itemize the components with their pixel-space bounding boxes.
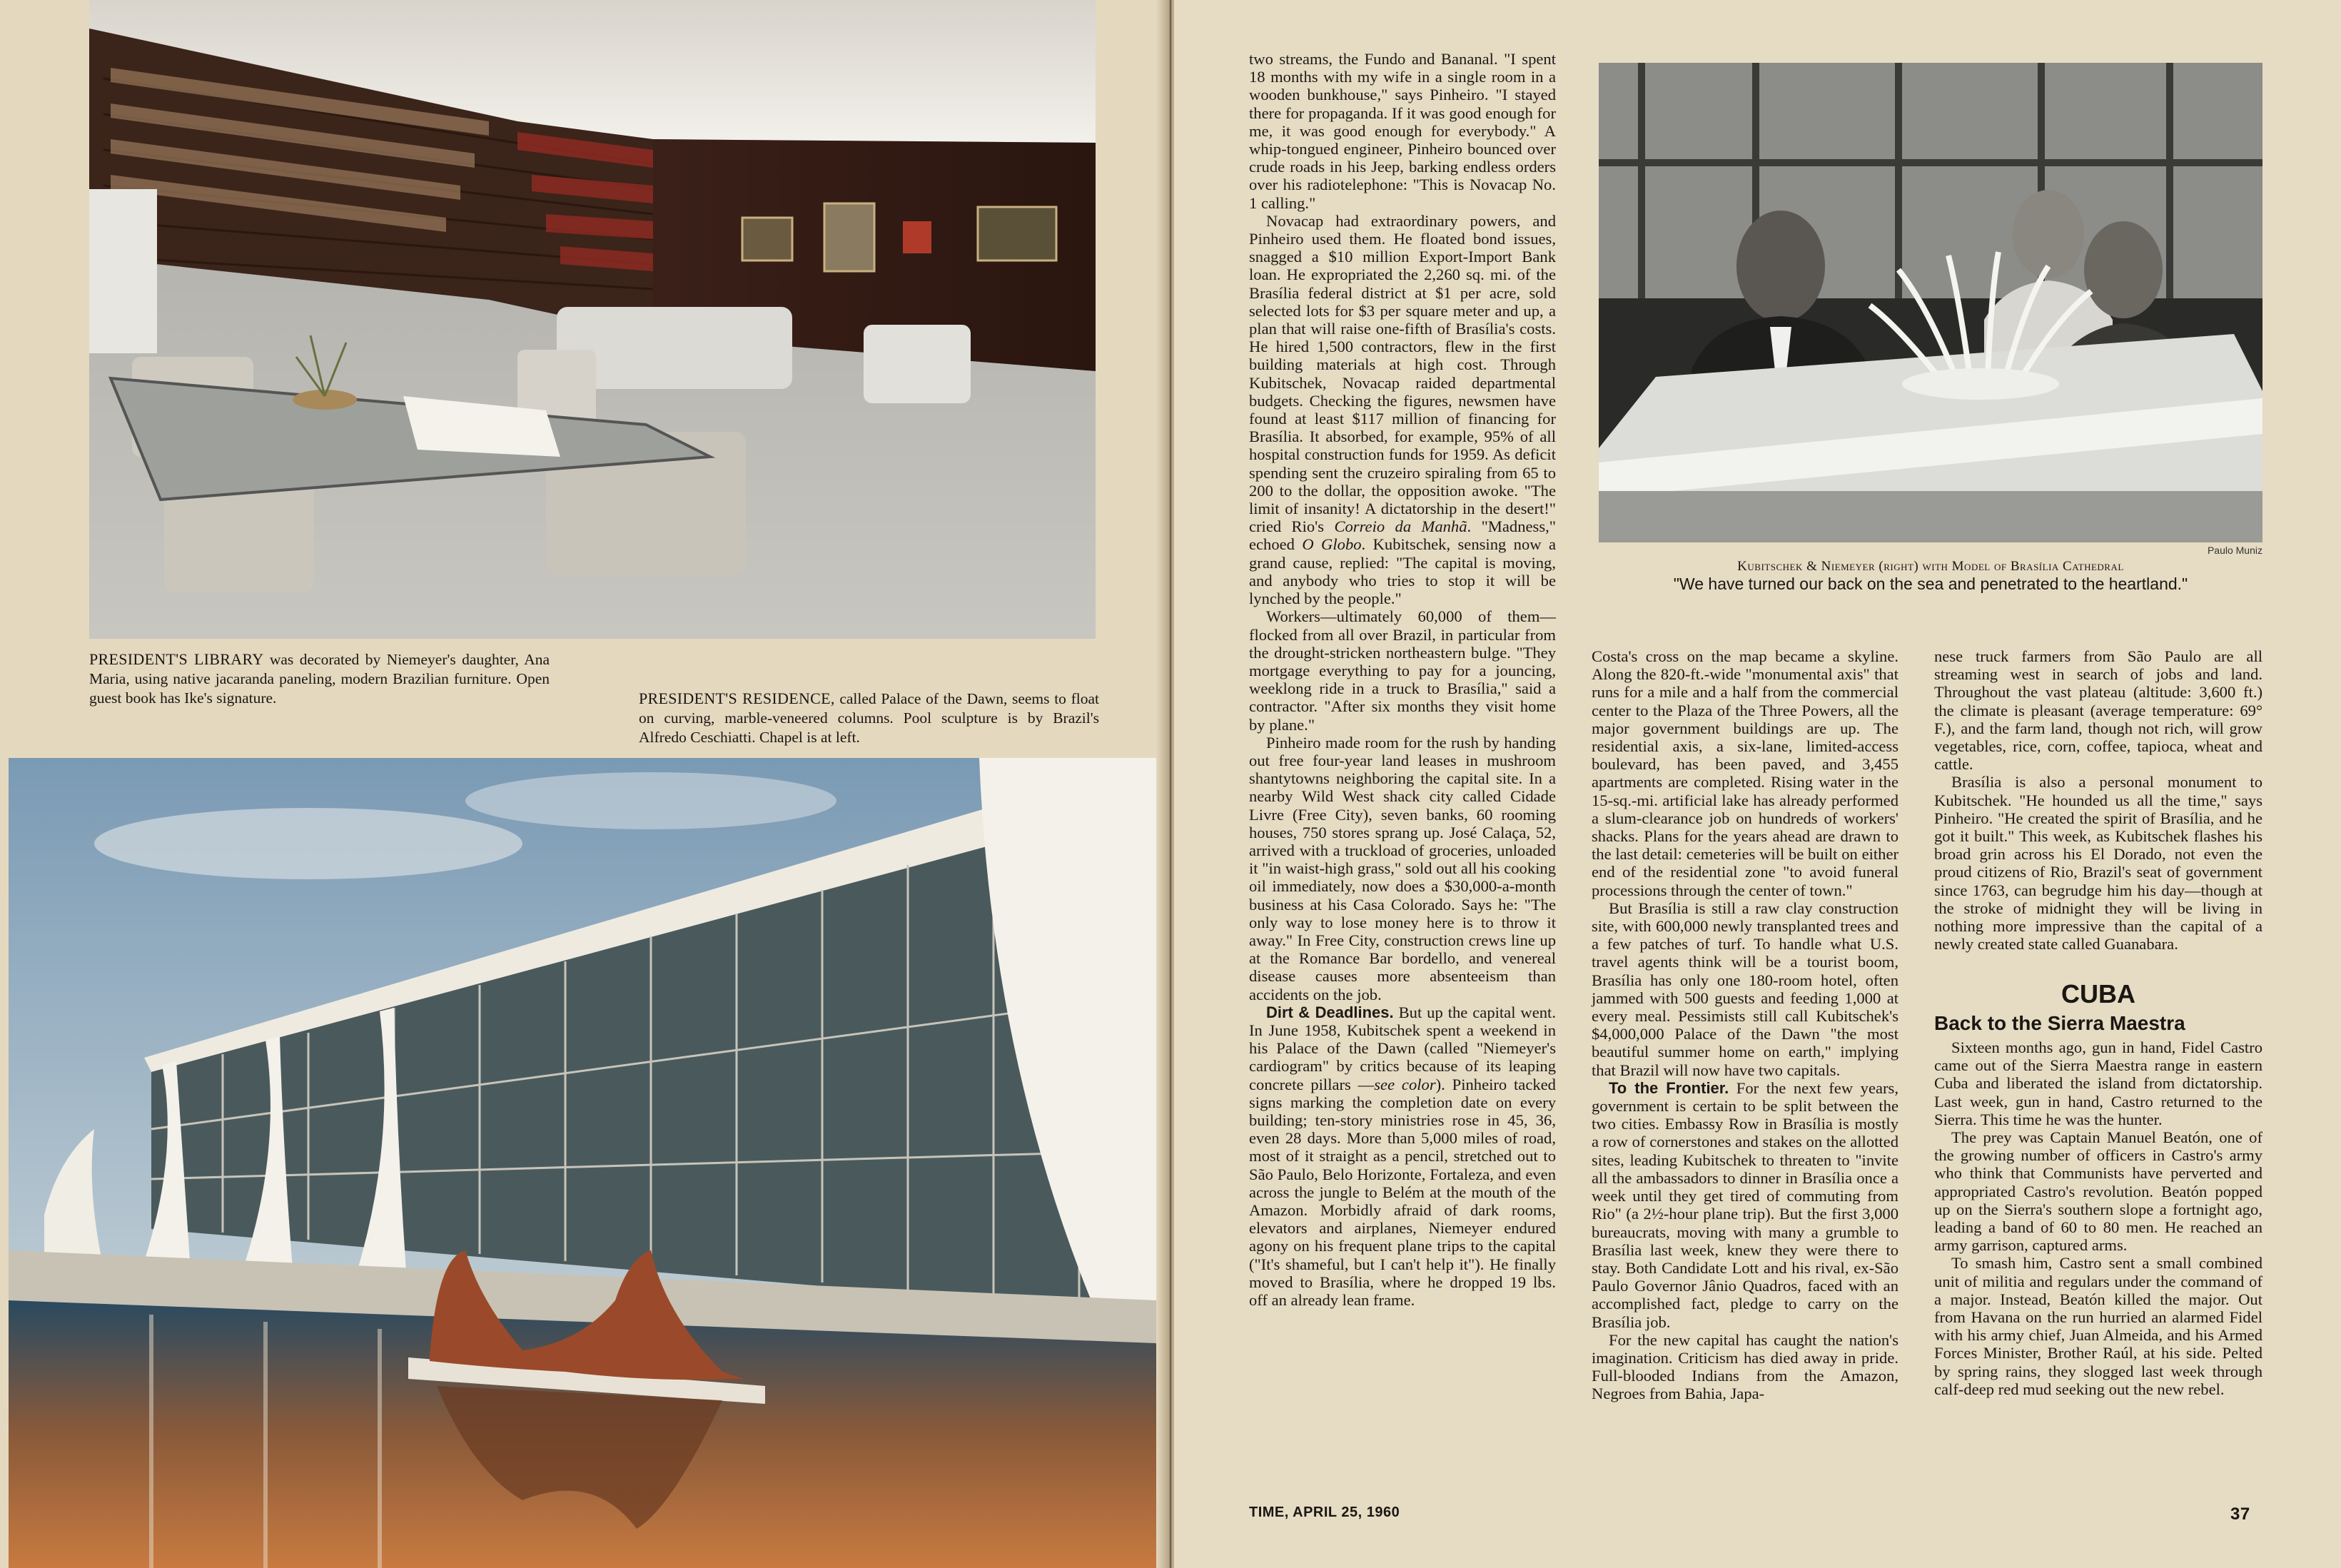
kubitschek-niemeyer-photo-image: [1599, 63, 2262, 542]
subhead-to-the-frontier: To the Frontier.: [1609, 1078, 1729, 1097]
cuba-paragraph-2: The prey was Captain Manuel Beatón, one of the growing number of officers in Castro's army who think that Communists have perverted and appropriated Castro's revolution. Beatón popped up on the Sierra's southern slope a fortnight ago, leading a band of 60 to 80 men. He reached an army garrison, captured arms.: [1934, 1128, 2262, 1255]
cuba-paragraph-3: To smash him, Castro sent a small combined unit of militia and regulars under the command of a major. Instead, Beatón killed the major. Out from Havana on the run hurried an alarmed Fidel with his army chief, Juan Almeida, and his Armed Forces Minister, Brother Raúl, at his side. Pelted by spring rains, they slogged last week through calf-deep red mud seeking out the new rebel.: [1934, 1254, 2262, 1398]
palace-photo-image: [9, 758, 1156, 1568]
article-column-1: [1249, 50, 1556, 1309]
residence-caption-text: called Palace of the Dawn, seems to float on curving, marble-veneered columns. Pool sculpture is by Brazil's Alfredo Ceschiatti. Chapel is at left.: [639, 690, 1099, 746]
col1-paragraph-4: Pinheiro made room for the rush by handing out free four-year land leases in mushroom shantytowns neighboring the capital site. In a nearby Wild West shack city called Cidade Livre (Free City), seven banks, 60 rooming houses, 750 stores sprang up. José Calaça, 52, arrived with a truckload of groceries, unloaded it "in waist-high grass," sold out all his cooking oil immediately, now does a $30,000-a-month business at his Casa Colorado. Says he: "The only way to lose money here is to throw it away." In Free City, construction crews line up at the Romance Bar bordello, and venereal disease causes more absenteeism than accidents on the job.: [1249, 733, 1556, 1003]
footer-page-number: 37: [2230, 1504, 2250, 1524]
library-caption-lead: PRESIDENT'S LIBRARY: [89, 650, 264, 668]
footer-issue: TIME, APRIL 25, 1960: [1249, 1504, 1400, 1520]
residence-caption-lead: PRESIDENT'S RESIDENCE,: [639, 689, 835, 707]
right-page: [1174, 0, 2341, 1568]
photo-caption-quote: "We have turned our back on the sea and penetrated to the heartland.": [1673, 575, 2188, 593]
subhead-dirt-deadlines: Dirt & Deadlines.: [1266, 1003, 1394, 1021]
col2-paragraph-4: For the new capital has caught the nation's imagination. Criticism has died away in pride. Full-blooded Indians from the Amazon, Negroes from Bahia, Japa-: [1592, 1330, 1898, 1403]
article-column-3: [1934, 647, 2262, 953]
cuba-paragraph-1: Sixteen months ago, gun in hand, Fidel Castro came out of the Sierra Maestra range in eastern Cuba and liberated the island from dictatorship. Last week, gun in hand, Castro returned to the Sierra. This time he was the hunter.: [1934, 1038, 2262, 1128]
col1-paragraph-2: Novacap had extraordinary powers, and Pinheiro used them. He floated bond issues, snagged a $10 million Export-Import Bank loan. He expropriated the 2,260 sq. mi. of the Brasília federal district at $1 per acre, sold selected lots for $3 per square meter and up, a plan that will raise one-fifth of Brasília's costs. He hired 1,500 contractors, flew in the first building materials at high cost. Through Kubitschek, Novacap raided departmental budgets. Checking the figures, newsmen have found at least $117 million of financing for Brasília. It absorbed, for example, 95% of all hospital construction funds for 1959. As deficit spending sent the cruzeiro spiraling from 65 to 200 to the dollar, the opposition awoke. "The limit of insanity! A dictatorship in the desert!" cried Rio's Correio da Manhã. "Madness," echoed O Globo. Kubitschek, sensing now a grand cause, replied: "The capital is moving, and anybody who tries to stop it will be lynched by the people.": [1249, 211, 1556, 608]
section-heading-cuba: CUBA: [2061, 979, 2135, 1008]
residence-caption: [639, 689, 1099, 747]
article-column-2: [1592, 647, 1898, 1403]
palace-photo: [9, 758, 1156, 1568]
kubitschek-niemeyer-photo: [1599, 63, 2262, 542]
col1-paragraph-5: Dirt & Deadlines. But up the capital went. In June 1958, Kubitschek spent a weekend in his Palace of the Dawn (called "Niemeyer's cardiogram" by critics because of its leaping concrete pillars —see color). Pinheiro tacked signs marking the completion date on every building; ten-story ministries rose in 45, 36, even 28 days. More than 5,000 miles of road, most of it straight as a pencil, stretched out to São Paulo, Belo Horizonte, Fortaleza, and even across the jungle to Belém at the mouth of the Amazon. Morbidly afraid of dark rooms, elevators and airplanes, Niemeyer endured agony on his frequent plane trips to the capital ("It's shameful, but I can't help it"). He finally moved to Brasília, where he dropped 19 lbs. off an already lean frame.: [1249, 1003, 1556, 1310]
col2-paragraph-3: To the Frontier. For the next few years, government is certain to be split between the two cities. Embassy Row in Brasília is mostly a row of cornerstones and stakes on the allotted sites, leading Kubitschek to threaten to "invite all the ambassadors to dinner in Brasília once a week until they get tired of commuting from Rio" (a 2½-hour plane trip). But the first 3,000 bureaucrats, moving with many a grumble to Brasília last week, knew they were there to stay. Both Candidate Lott and his rival, ex-São Paulo Governor Jânio Quadros, faced with an accomplished fact, pledge to carry on the Brasília job.: [1592, 1078, 1898, 1331]
library-caption-text: was decorated by Niemeyer's daughter, Ana Maria, using native jacaranda paneling, modern Brazilian furniture. Open guest book has Ike's signature.: [89, 651, 550, 707]
left-page: [0, 0, 1167, 1568]
library-photo-image: [89, 0, 1096, 639]
library-photo: [89, 0, 1096, 639]
col3-paragraph-2: Brasília is also a personal monument to Kubitschek. "He hounded us all the time," says Pinheiro. "He created the spirit of Brasília, and he got it built." This week, as Kubitschek flashes his broad grin across his El Dorado, not even the proud citizens of Rio, Brazil's seat of government since 1763, can begrudge him his day—though at the stroke of midnight they will be living in nothing more impressive than the capital of a newly created state called Guanabara.: [1934, 773, 2262, 954]
col3-paragraph-1: nese truck farmers from São Paulo are all streaming west in search of jobs and land. Throughout the vast plateau (altitude: 3,600 ft.) the climate is pleasant (average temperature: 69° F.), and the farm land, though not rich, will grow vegetables, rice, corn, coffee, tapioca, wheat and cattle.: [1934, 647, 2262, 774]
col1-paragraph-1: two streams, the Fundo and Bananal. "I spent 18 months with my wife in a single room in a wooden bunkhouse," says Pinheiro. "I stayed there for propaganda. If it was good enough for me, it was good enough for everybody." A whip-tongued engineer, Pinheiro bounced over crude roads in his Jeep, barking endless orders over his radiotelephone: "This is Novacap No. 1 calling.": [1249, 50, 1556, 212]
library-caption: [89, 649, 550, 708]
col2-paragraph-1: Costa's cross on the map became a skyline. Along the 820-ft.-wide "monumental axis" that runs for a mile and a half from the commercial center to the Plaza of the Three Powers, all the major government buildings are up. The residential axis, a six-lane, limited-access boulevard, has been paved, and 3,455 apartments are completed. Rising water in the 15-sq.-mi. artificial lake has already performed a slum-clearance job on hundreds of workers' shacks. Plans for the years ahead are drawn to the last detail: cemeteries will be built on either end of the residential zone "to avoid funeral processions through the center of town.": [1592, 647, 1898, 899]
article-column-3-cuba: [1934, 1038, 2262, 1398]
col2-paragraph-2: But Brasília is still a raw clay construction site, with 600,000 newly transplanted trees and a few patches of turf. To handle what U.S. travel agents think will be a tourist boom, Brasília has only one 180-room hotel, often jammed with 500 guests and feeding 1,000 at every meal. Pessimists still call Kubitschek's $4,000,000 Palace of the Dawn "the most beautiful summer home on earth," implying that Brazil will now have two capitals.: [1592, 899, 1898, 1079]
photo-credit: Paulo Muniz: [2207, 545, 2262, 556]
col1-paragraph-3: Workers—ultimately 60,000 of them—flocked from all over Brazil, in particular from the drought-stricken northeastern bulge. "They mortgage everything to pay for a jouncing, weeklong ride in a truck to Brasília," said a contractor. "After six months they visit home by plane.": [1249, 607, 1556, 734]
section-subheading: Back to the Sierra Maestra: [1934, 1012, 2185, 1034]
photo-caption-title: Kubitschek & Niemeyer (right) with Model of Brasília Cathedral: [1737, 559, 2124, 574]
